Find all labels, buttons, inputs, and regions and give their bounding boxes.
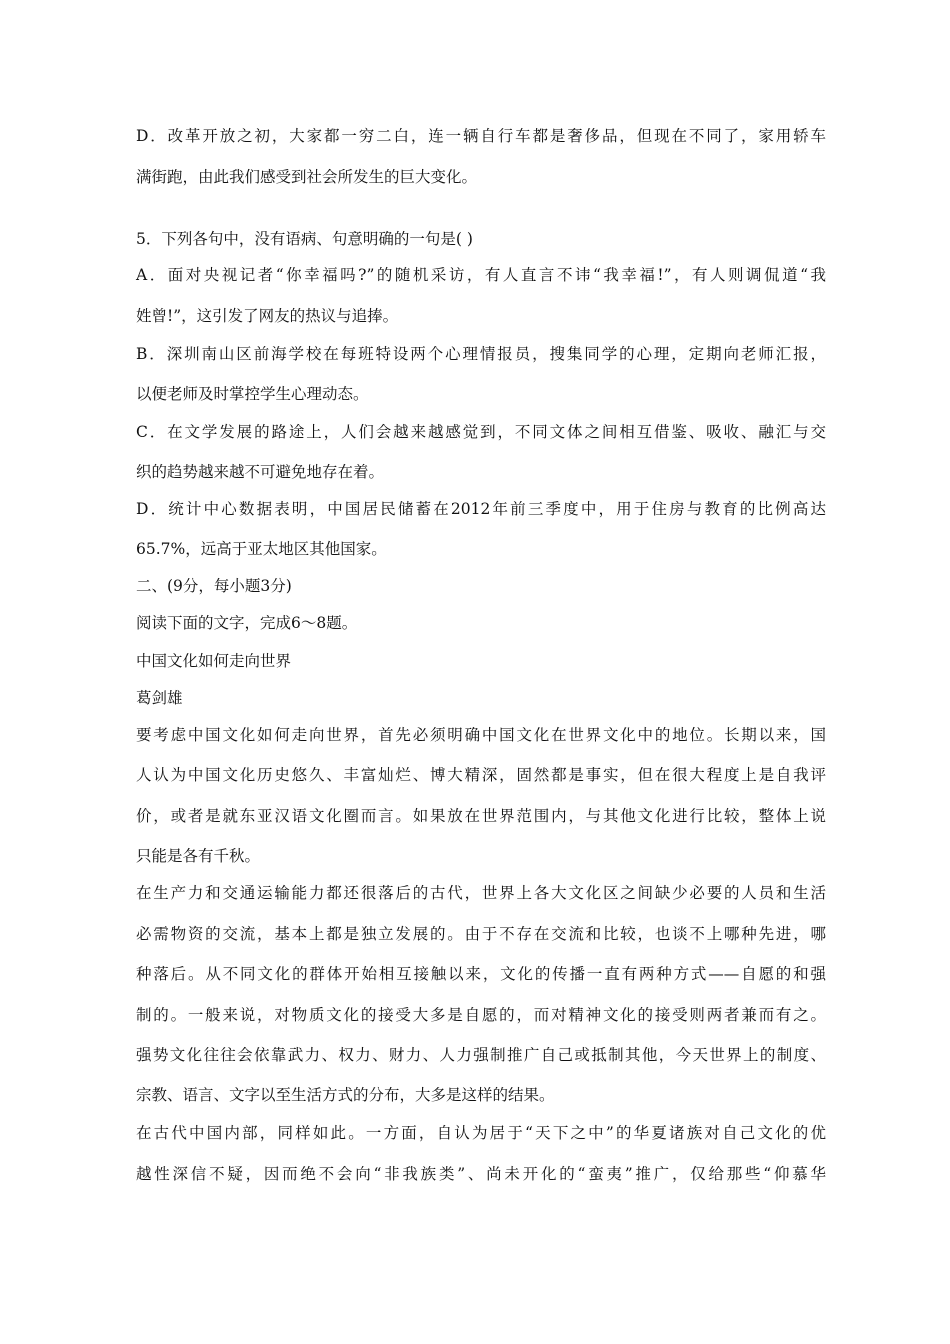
paragraph-2-line-3: 种落后。从不同文化的群体开始相互接触以来，文化的传播一直有两种方式——自愿的和强 — [136, 965, 826, 983]
paragraph-1-line-2: 人认为中国文化历史悠久、丰富灿烂、博大精深，固然都是事实，但在很大程度上是自我评 — [136, 766, 826, 784]
option-c-line-1: C．在文学发展的路途上，人们会越来越感觉到，不同文体之间相互借鉴、吸收、融汇与交 — [136, 423, 826, 441]
paragraph-2-line-6: 宗教、语言、文字以至生活方式的分布，大多是这样的结果。 — [136, 1086, 555, 1104]
option-a-line-2: 姓曾!”，这引发了网友的热议与追捧。 — [136, 307, 399, 325]
option-b-line-1: B．深圳南山区前海学校在每班特设两个心理情报员，搜集同学的心理，定期向老师汇报， — [136, 345, 826, 363]
option-c-line-2: 织的趋势越来越不可避免地存在着。 — [136, 463, 385, 481]
paragraph-2-line-2: 必需物资的交流，基本上都是独立发展的。由于不存在交流和比较，也谈不上哪种先进，哪 — [136, 925, 826, 943]
paragraph-3-line-1: 在古代中国内部，同样如此。一方面，自认为居于“天下之中”的华夏诸族对自己文化的优 — [136, 1124, 826, 1142]
option-d-line-2: 满街跑，由此我们感受到社会所发生的巨大变化。 — [136, 168, 478, 186]
paragraph-2-line-4: 制的。一般来说，对物质文化的接受大多是自愿的，而对精神文化的接受则两者兼而有之。 — [136, 1006, 826, 1024]
option-d2-line-2: 65.7%，远高于亚太地区其他国家。 — [136, 540, 387, 558]
question-5-stem: 5．下列各句中，没有语病、句意明确的一句是( ) — [136, 230, 473, 248]
paragraph-1-line-4: 只能是各有千秋。 — [136, 847, 261, 865]
reading-instruction: 阅读下面的文字，完成6～8题。 — [136, 614, 358, 632]
article-author: 葛剑雄 — [136, 689, 183, 707]
option-d-line-1: D．改革开放之初，大家都一穷二白，连一辆自行车都是奢侈品，但现在不同了，家用轿车 — [136, 127, 826, 145]
paragraph-1-line-1: 要考虑中国文化如何走向世界，首先必须明确中国文化在世界文化中的地位。长期以来，国 — [136, 726, 826, 744]
option-a-line-1: A．面对央视记者“你幸福吗?”的随机采访，有人直言不讳“我幸福!”，有人则调侃道“我 — [136, 266, 826, 284]
option-b-line-2: 以便老师及时掌控学生心理动态。 — [136, 385, 369, 403]
section-two-heading: 二、(9分，每小题3分) — [136, 577, 292, 595]
option-d2-line-1: D．统计中心数据表明，中国居民储蓄在2012年前三季度中，用于住房与教育的比例高达 — [136, 500, 826, 518]
paragraph-2-line-1: 在生产力和交通运输能力都还很落后的古代，世界上各大文化区之间缺少必要的人员和生活 — [136, 884, 826, 902]
paragraph-2-line-5: 强势文化往往会依靠武力、权力、财力、人力强制推广自己或抵制其他，今天世界上的制度、 — [136, 1046, 826, 1064]
paragraph-3-line-2: 越性深信不疑，因而绝不会向“非我族类”、尚未开化的“蛮夷”推广，仅给那些“仰慕华 — [136, 1165, 826, 1183]
paragraph-1-line-3: 价，或者是就东亚汉语文化圈而言。如果放在世界范围内，与其他文化进行比较，整体上说 — [136, 807, 826, 825]
article-title: 中国文化如何走向世界 — [136, 652, 292, 670]
